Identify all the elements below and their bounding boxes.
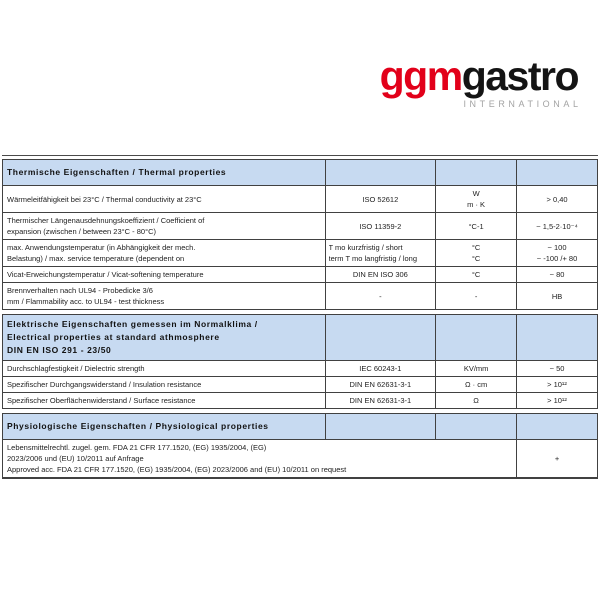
- value-cell: > 10¹²: [517, 393, 598, 409]
- standard-cell: DIN EN 62631-3-1: [325, 393, 436, 409]
- section-header-row: [3, 160, 598, 186]
- value-cell: ~ 80: [517, 267, 598, 283]
- value-cell: > 10¹²: [517, 377, 598, 393]
- section-header-blank-cell: [517, 160, 598, 186]
- table-row: [3, 213, 598, 240]
- unit-cell: Ω: [436, 393, 517, 409]
- unit-cell: KV/mm: [436, 361, 517, 377]
- section-header-blank-cell: [517, 414, 598, 440]
- property-description-cell: Durchschlagfestigkeit / Dielectric strength: [3, 361, 326, 377]
- unit-cell: -: [436, 283, 517, 310]
- property-description-cell: max. Anwendungstemperatur (in Abhängigkeit der mech. Belastung) / max. service temperature (dependent on: [3, 240, 326, 267]
- table-row: [3, 240, 598, 267]
- standard-cell: IEC 60243-1: [325, 361, 436, 377]
- value-cell: ~ 100 ~ -100 /+ 80: [517, 240, 598, 267]
- property-description-cell: Lebensmittelrechtl. zugel. gem. FDA 21 CFR 177.1520, (EG) 1935/2004, (EG) 2023/2006 und (EU) 10/2011 auf Anfrage Approved acc. FDA 21 CFR 177.1520, (EG) 1935/2004, (EG) 2023/2006 and (EU) 10/2011 on request: [3, 440, 517, 479]
- unit-cell: °C °C: [436, 240, 517, 267]
- value-cell: +: [517, 440, 598, 479]
- property-description-cell: Brennverhalten nach UL94 - Probedicke 3/6 mm / Flammability acc. to UL94 - test thickness: [3, 283, 326, 310]
- value-cell: > 0,40: [517, 186, 598, 213]
- value-cell: ~ 50: [517, 361, 598, 377]
- standard-cell: ISO 11359-2: [325, 213, 436, 240]
- table-row: [3, 283, 598, 310]
- brand-logo-text-red: ggm: [379, 53, 462, 99]
- section-header-blank-cell: [436, 414, 517, 440]
- section-electrical: [2, 314, 598, 409]
- value-cell: ~ 1,5-2·10⁻⁴: [517, 213, 598, 240]
- section-header-blank-cell: [325, 414, 436, 440]
- section-header-blank-cell: [436, 315, 517, 361]
- section-header-row: [3, 414, 598, 440]
- unit-cell: Ω · cm: [436, 377, 517, 393]
- value-cell: HB: [517, 283, 598, 310]
- unit-cell: °C: [436, 267, 517, 283]
- brand-logo: [379, 53, 582, 109]
- unit-cell: W m · K: [436, 186, 517, 213]
- table-row: [3, 377, 598, 393]
- section-physiological: [2, 413, 598, 479]
- brand-logo-text-black: gastro: [461, 53, 578, 99]
- property-description-cell: Spezifischer Durchgangswiderstand / Insulation resistance: [3, 377, 326, 393]
- standard-cell: DIN EN 62631-3-1: [325, 377, 436, 393]
- property-description-cell: Spezifischer Oberflächenwiderstand / Surface resistance: [3, 393, 326, 409]
- standard-cell: T mo kurzfristig / short term T mo langfristig / long: [325, 240, 436, 267]
- section-title: Physiologische Eigenschaften / Physiological properties: [3, 414, 326, 440]
- section-thermal: [2, 159, 598, 310]
- brand-logo-text: [379, 53, 578, 99]
- property-description-cell: Wärmeleitfähigkeit bei 23°C / Thermal conductivity at 23°C: [3, 186, 326, 213]
- section-header-blank-cell: [325, 160, 436, 186]
- section-header-blank-cell: [436, 160, 517, 186]
- table-row: [3, 186, 598, 213]
- section-header-blank-cell: [517, 315, 598, 361]
- table-row: [3, 440, 598, 479]
- property-description-cell: Thermischer Längenausdehnungskoeffizient / Coefficient of expansion (zwischen / between 23°C - 80°C): [3, 213, 326, 240]
- table-row: [3, 361, 598, 377]
- table-row: [3, 267, 598, 283]
- section-header-blank-cell: [325, 315, 436, 361]
- unit-cell: °C-1: [436, 213, 517, 240]
- property-description-cell: Vicat-Erweichungstemperatur / Vicat-softening temperature: [3, 267, 326, 283]
- section-header-row: [3, 315, 598, 361]
- standard-cell: DIN EN ISO 306: [325, 267, 436, 283]
- section-title: Thermische Eigenschaften / Thermal properties: [3, 160, 326, 186]
- section-title: Elektrische Eigenschaften gemessen im Normalklima / Electrical properties at standard athmosphere DIN EN ISO 291 - 23/50: [3, 315, 326, 361]
- table-row: [3, 393, 598, 409]
- standard-cell: -: [325, 283, 436, 310]
- properties-table: [2, 159, 598, 479]
- top-divider: [2, 155, 598, 156]
- brand-logo-subtitle: INTERNATIONAL: [463, 99, 582, 109]
- standard-cell: ISO 52612: [325, 186, 436, 213]
